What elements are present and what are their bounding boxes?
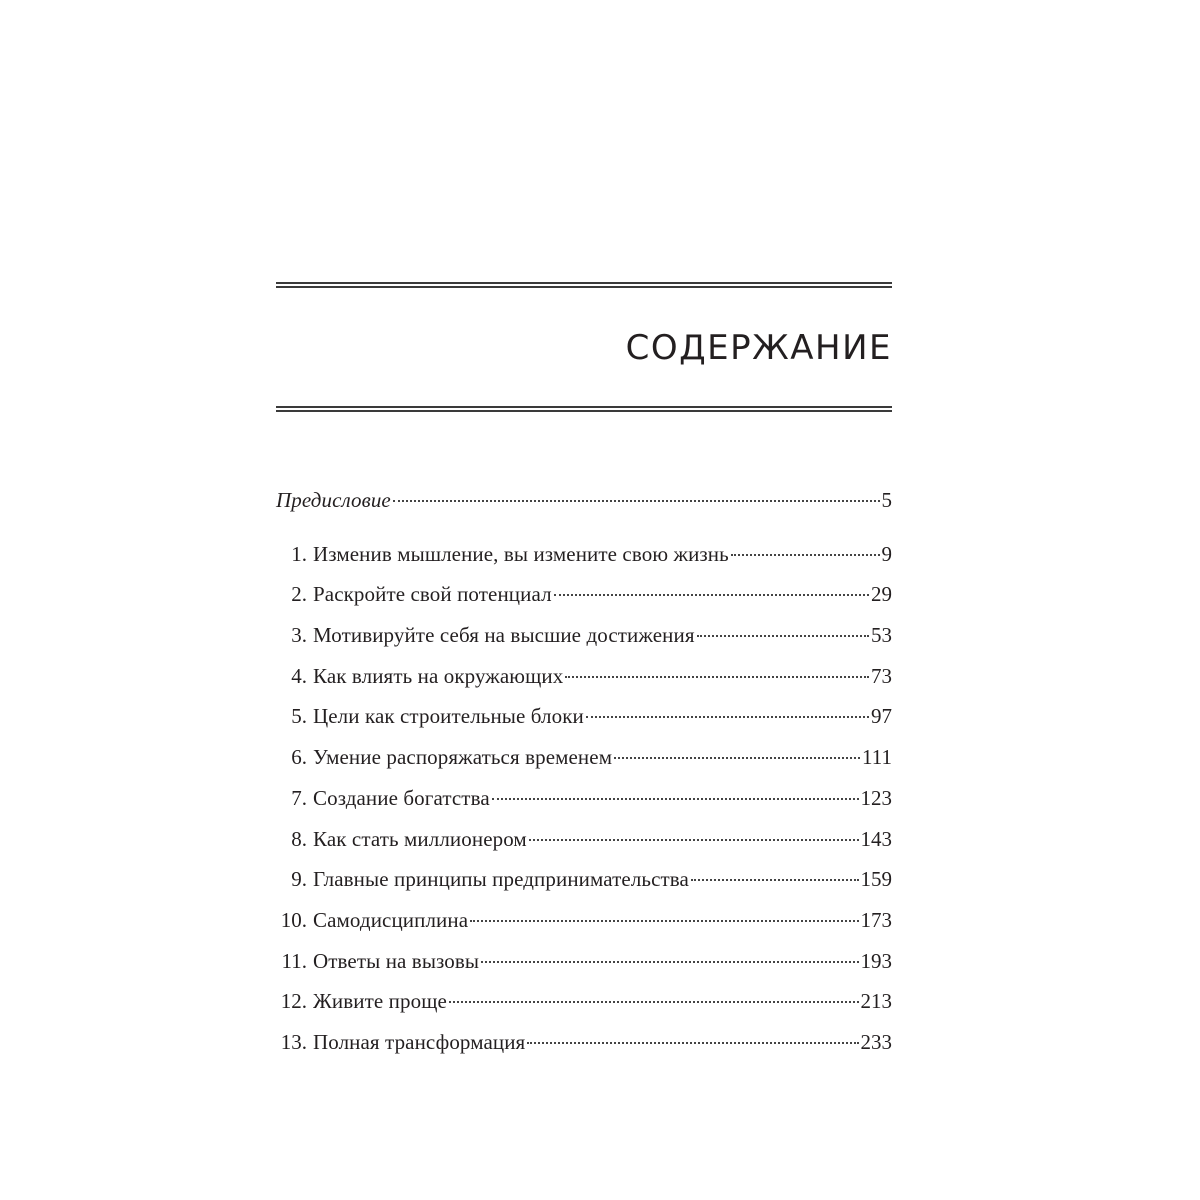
toc-entry-label: Создание богатства (313, 785, 490, 810)
dot-leader (527, 1042, 858, 1044)
toc-entry-page: 143 (860, 826, 892, 851)
toc-entry-page: 29 (871, 582, 892, 607)
toc-entry (276, 662, 892, 703)
dot-leader (554, 594, 869, 596)
toc-entry-number: 10. (280, 907, 307, 932)
top-double-rule (276, 282, 892, 288)
toc-entry-label: Предисловие (276, 488, 391, 512)
toc-entry-number: 8. (291, 826, 307, 851)
toc-entry-number: 11. (281, 948, 307, 973)
toc-entry-page: 159 (860, 867, 892, 892)
toc-entry-number: 12. (280, 989, 307, 1014)
chapter-list (276, 540, 892, 1069)
toc-entry-label: Главные принципы предпринимательства (313, 867, 689, 892)
toc-entry (276, 825, 892, 866)
toc-entry-number: 2. (291, 582, 307, 607)
toc-entry-label: Ответы на вызовы (313, 948, 480, 973)
toc-entry (276, 743, 892, 784)
toc-entry-page: 233 (860, 1029, 892, 1054)
toc-entry-page: 5 (881, 488, 892, 512)
toc-entry (276, 947, 892, 988)
dot-leader (614, 757, 860, 759)
toc-entry (276, 865, 892, 906)
toc-entry-page: 97 (871, 704, 892, 729)
bottom-double-rule (276, 406, 892, 412)
toc-entry-page: 73 (871, 663, 892, 688)
dot-leader (691, 879, 859, 881)
toc-entry-number: 9. (291, 867, 307, 892)
dot-leader (481, 961, 858, 963)
toc-entry (276, 621, 892, 662)
toc-entry (276, 580, 892, 621)
toc-entry-number: 1. (291, 541, 307, 566)
toc-entry-number: 5. (291, 704, 307, 729)
toc-entry-label: Самодисциплина (313, 907, 469, 932)
dot-leader (470, 920, 858, 922)
toc-entry-label: Изменив мышление, вы измените свою жизнь (313, 541, 729, 566)
toc-entry-number: 7. (291, 785, 307, 810)
dot-leader (731, 554, 880, 556)
toc-entry-label: Раскройте свой потенциал (313, 582, 552, 607)
toc-entry-page: 9 (881, 541, 892, 566)
toc-entry-label: Живите проще (313, 989, 447, 1014)
toc-entry-number: 13. (280, 1029, 307, 1054)
toc-entry-label: Цели как строительные блоки (313, 704, 584, 729)
toc-entry-number: 4. (291, 663, 307, 688)
toc-entry-number: 6. (291, 745, 307, 770)
toc-entry-label: Полная трансформация (313, 1029, 526, 1054)
toc-entry-page: 213 (860, 989, 892, 1014)
toc-entry-page: 193 (860, 948, 892, 973)
toc-entry-page: 53 (871, 623, 892, 648)
dot-leader (492, 798, 859, 800)
toc-entry (276, 784, 892, 825)
toc-entry-page: 173 (860, 907, 892, 932)
dot-leader (586, 716, 869, 718)
table-of-contents (276, 486, 892, 1069)
toc-entry (276, 540, 892, 581)
dot-leader (529, 839, 859, 841)
toc-entry-preface (276, 486, 892, 527)
toc-entry-label: Мотивируйте себя на высшие достижения (313, 623, 695, 648)
toc-entry-label: Умение распоряжаться временем (313, 745, 613, 770)
page-title: СОДЕРЖАНИЕ (625, 328, 892, 368)
toc-entry (276, 987, 892, 1028)
toc-entry-page: 111 (862, 745, 892, 770)
toc-entry (276, 1028, 892, 1069)
toc-entry (276, 702, 892, 743)
dot-leader (697, 635, 869, 637)
toc-entry-label: Как стать миллионером (313, 826, 527, 851)
toc-entry-number: 3. (291, 623, 307, 648)
toc-entry (276, 906, 892, 947)
dot-leader (449, 1001, 859, 1003)
dot-leader (393, 500, 880, 502)
dot-leader (565, 676, 869, 678)
toc-entry-page: 123 (860, 785, 892, 810)
toc-entry-label: Как влиять на окружающих (313, 663, 564, 688)
